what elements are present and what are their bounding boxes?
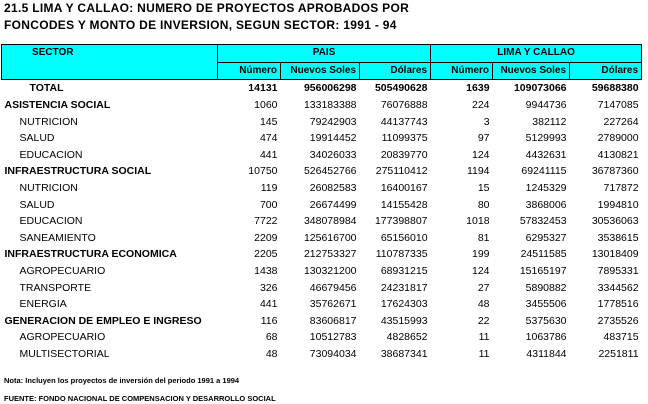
row-label: EDUCACION [19,215,83,228]
pais-numero-cell: 119 [260,182,278,195]
total-pais-numero: 14131 [248,82,278,95]
pais-dolares-cell: 44137743 [380,115,428,128]
pais-nuevos-soles-cell: 35762671 [309,298,357,311]
lima-numero-cell: 1018 [466,215,490,228]
table-row [2,196,642,213]
total-lima-nuevos-soles: 109073066 [513,82,567,95]
pais-nuevos-soles-cell: 130321200 [303,265,357,278]
pais-nuevos-soles-cell: 348078984 [303,215,357,228]
lima-dolares-cell: 7147085 [597,99,639,112]
pais-dolares-cell: 20839770 [380,148,428,161]
pais-nuevos-soles-cell: 83606817 [309,314,357,327]
row-label: AGROPECUARIO [19,331,106,344]
lima-dolares-cell: 2789000 [597,132,639,145]
source-note: FUENTE: FONDO NACIONAL DE COMPENSACION Y DESARROLLO SOCIAL [4,394,276,403]
pais-dolares-cell: 17624303 [380,298,428,311]
lima-numero-cell: 22 [477,314,490,327]
pais-dolares-cell: 76076888 [380,99,428,112]
lima-numero-cell: 1194 [466,165,490,178]
row-label: TRANSPORTE [19,281,92,294]
row-label: SALUD [19,198,55,211]
pais-nuevos-soles-cell: 526452766 [303,165,357,178]
pais-dolares-header: Dólares [360,62,431,80]
pais-numero-cell: 10750 [248,165,278,178]
row-label: INFRAESTRUCTURA ECONOMICA [4,248,177,261]
category-row [2,246,642,263]
table-row [2,180,642,197]
lima-nuevos-soles-cell: 1245329 [525,182,567,195]
table-row [2,213,642,230]
row-label: ENERGIA [19,298,67,311]
lima-numero-cell: 11 [478,347,490,360]
lima-nuevos-soles-cell: 4311844 [526,347,567,360]
pais-numero-cell: 326 [259,281,278,294]
category-row [2,313,642,330]
lima-numero-header: Número [431,62,493,80]
row-label: EDUCACION [19,148,83,161]
lima-dolares-cell: 1778516 [597,298,639,311]
lima-numero-cell: 27 [477,281,490,294]
pais-numero-cell: 145 [259,115,278,128]
lima-nuevos-soles-cell: 9944736 [525,99,567,112]
table-row [2,296,642,313]
lima-dolares-cell: 3344562 [597,281,639,294]
row-label: AGROPECUARIO [19,265,106,278]
table-row [2,279,642,296]
lima-numero-cell: 97 [477,132,490,145]
pais-nuevos-soles-cell: 133183388 [303,99,357,112]
lima-numero-cell: 199 [472,248,490,261]
lima-nuevos-soles-cell: 5890882 [525,281,567,294]
lima-dolares-cell: 227264 [603,115,639,128]
pais-nuevos-soles-cell: 19914452 [309,132,357,145]
pais-dolares-cell: 24231817 [380,281,428,294]
lima-dolares-cell: 1994810 [597,198,639,211]
category-row [2,163,642,180]
pais-dolares-cell: 4828652 [386,331,428,344]
table-row [2,147,642,164]
row-label: INFRAESTRUCTURA SOCIAL [4,165,152,178]
pais-dolares-cell: 110787335 [375,248,428,261]
pais-nuevos-soles-cell: 26674499 [309,198,357,211]
total-lima-numero: 1639 [466,82,490,95]
category-row [2,97,642,114]
table-title-line-1: 21.5 LIMA Y CALLAO: NUMERO DE PROYECTOS APROBADOS POR [4,1,410,15]
lima-nuevos-soles-header: Nuevos Soles [493,62,570,80]
lima-nuevos-soles-cell: 1063786 [525,331,567,344]
table-row [2,113,642,130]
pais-dolares-cell: 177398807 [374,215,428,228]
pais-numero-cell: 2205 [254,248,278,261]
lima-nuevos-soles-cell: 3455506 [525,298,567,311]
pais-numero-cell: 7722 [254,215,278,228]
lima-nuevos-soles-cell: 6295327 [525,231,567,244]
pais-numero-cell: 1060 [254,99,278,112]
lima-numero-cell: 80 [477,198,490,211]
lima-nuevos-soles-cell: 3868006 [525,198,567,211]
table-row [2,130,642,147]
lima-nuevos-soles-cell: 24511585 [520,248,567,261]
row-label: SANEAMIENTO [19,231,96,244]
pais-nuevos-soles-cell: 73094034 [309,347,357,360]
pais-nuevos-soles-cell: 10512783 [309,331,357,344]
row-label: SALUD [19,132,55,145]
lima-numero-cell: 224 [472,99,490,112]
pais-nuevos-soles-header: Nuevos Soles [281,62,360,80]
total-pais-dolares: 505490628 [374,82,428,95]
pais-numero-cell: 441 [259,148,278,161]
pais-nuevos-soles-cell: 125616700 [303,231,357,244]
lima-callao-header: LIMA Y CALLAO [431,45,642,63]
lima-nuevos-soles-cell: 5375630 [525,314,567,327]
pais-dolares-cell: 68931215 [380,265,428,278]
lima-numero-cell: 48 [477,298,490,311]
pais-numero-cell: 700 [259,198,278,211]
pais-numero-cell: 116 [260,314,278,327]
lima-dolares-cell: 2735526 [597,314,639,327]
table-row [2,230,642,247]
lima-dolares-cell: 7895331 [597,265,639,278]
row-label: GENERACION DE EMPLEO E INGRESO [4,314,202,327]
sector-header: SECTOR [2,45,218,80]
pais-numero-header: Número [218,62,281,80]
pais-header: PAIS [218,45,431,63]
pais-nuevos-soles-cell: 46679456 [309,281,357,294]
lima-numero-cell: 11 [478,331,490,344]
pais-nuevos-soles-cell: 212753327 [303,248,357,261]
lima-nuevos-soles-cell: 69241115 [521,165,567,178]
pais-nuevos-soles-cell: 79242903 [309,115,357,128]
pais-nuevos-soles-cell: 34026033 [309,148,357,161]
lima-dolares-cell: 483715 [603,331,639,344]
lima-numero-cell: 3 [483,115,490,128]
row-label: ASISTENCIA SOCIAL [4,99,111,112]
total-label: TOTAL [29,82,64,95]
pais-dolares-cell: 14155428 [380,198,428,211]
row-label: NUTRICION [19,182,78,195]
lima-nuevos-soles-cell: 57832453 [519,215,567,228]
total-row [2,80,642,97]
row-label: MULTISECTORIAL [19,347,110,360]
lima-dolares-cell: 717872 [603,182,639,195]
footnote: Nota: Incluyen los proyectos de inversión del periodo 1991 a 1994 [4,376,240,385]
lima-dolares-cell: 3538615 [597,231,639,244]
table-row [2,263,642,280]
lima-dolares-cell: 30536063 [591,215,639,228]
pais-nuevos-soles-cell: 26082583 [309,182,357,195]
lima-numero-cell: 81 [477,231,490,244]
lima-nuevos-soles-cell: 15165197 [519,265,567,278]
pais-dolares-cell: 65156010 [380,231,428,244]
pais-dolares-cell: 275110412 [375,165,428,178]
lima-numero-cell: 124 [472,148,490,161]
table-row [2,329,642,346]
total-pais-nuevos-soles: 956006298 [303,82,357,95]
row-label: NUTRICION [19,115,78,128]
pais-dolares-cell: 43515993 [380,314,428,327]
pais-numero-cell: 2209 [254,231,278,244]
total-lima-dolares: 59688380 [591,82,639,95]
pais-numero-cell: 1438 [254,265,278,278]
lima-dolares-header: Dólares [570,62,642,80]
lima-numero-cell: 15 [477,182,490,195]
pais-numero-cell: 474 [259,132,278,145]
lima-dolares-cell: 36787360 [591,165,639,178]
pais-dolares-cell: 11099375 [381,132,428,145]
pais-numero-cell: 441 [259,298,278,311]
lima-dolares-cell: 13018409 [591,248,639,261]
table-row [2,346,642,363]
lima-nuevos-soles-cell: 4432631 [525,148,567,161]
table-title-line-2: FONCODES Y MONTO DE INVERSION, SEGUN SECTOR: 1991 - 94 [4,18,397,32]
lima-numero-cell: 124 [472,265,490,278]
data-table [1,44,642,362]
lima-dolares-cell: 2251811 [598,347,639,360]
lima-nuevos-soles-cell: 382112 [532,115,567,128]
pais-dolares-cell: 38687341 [380,347,428,360]
pais-numero-cell: 68 [265,331,278,344]
lima-nuevos-soles-cell: 5129993 [525,132,567,145]
lima-dolares-cell: 4130821 [597,148,639,161]
pais-dolares-cell: 16400167 [380,182,428,195]
pais-numero-cell: 48 [265,347,278,360]
